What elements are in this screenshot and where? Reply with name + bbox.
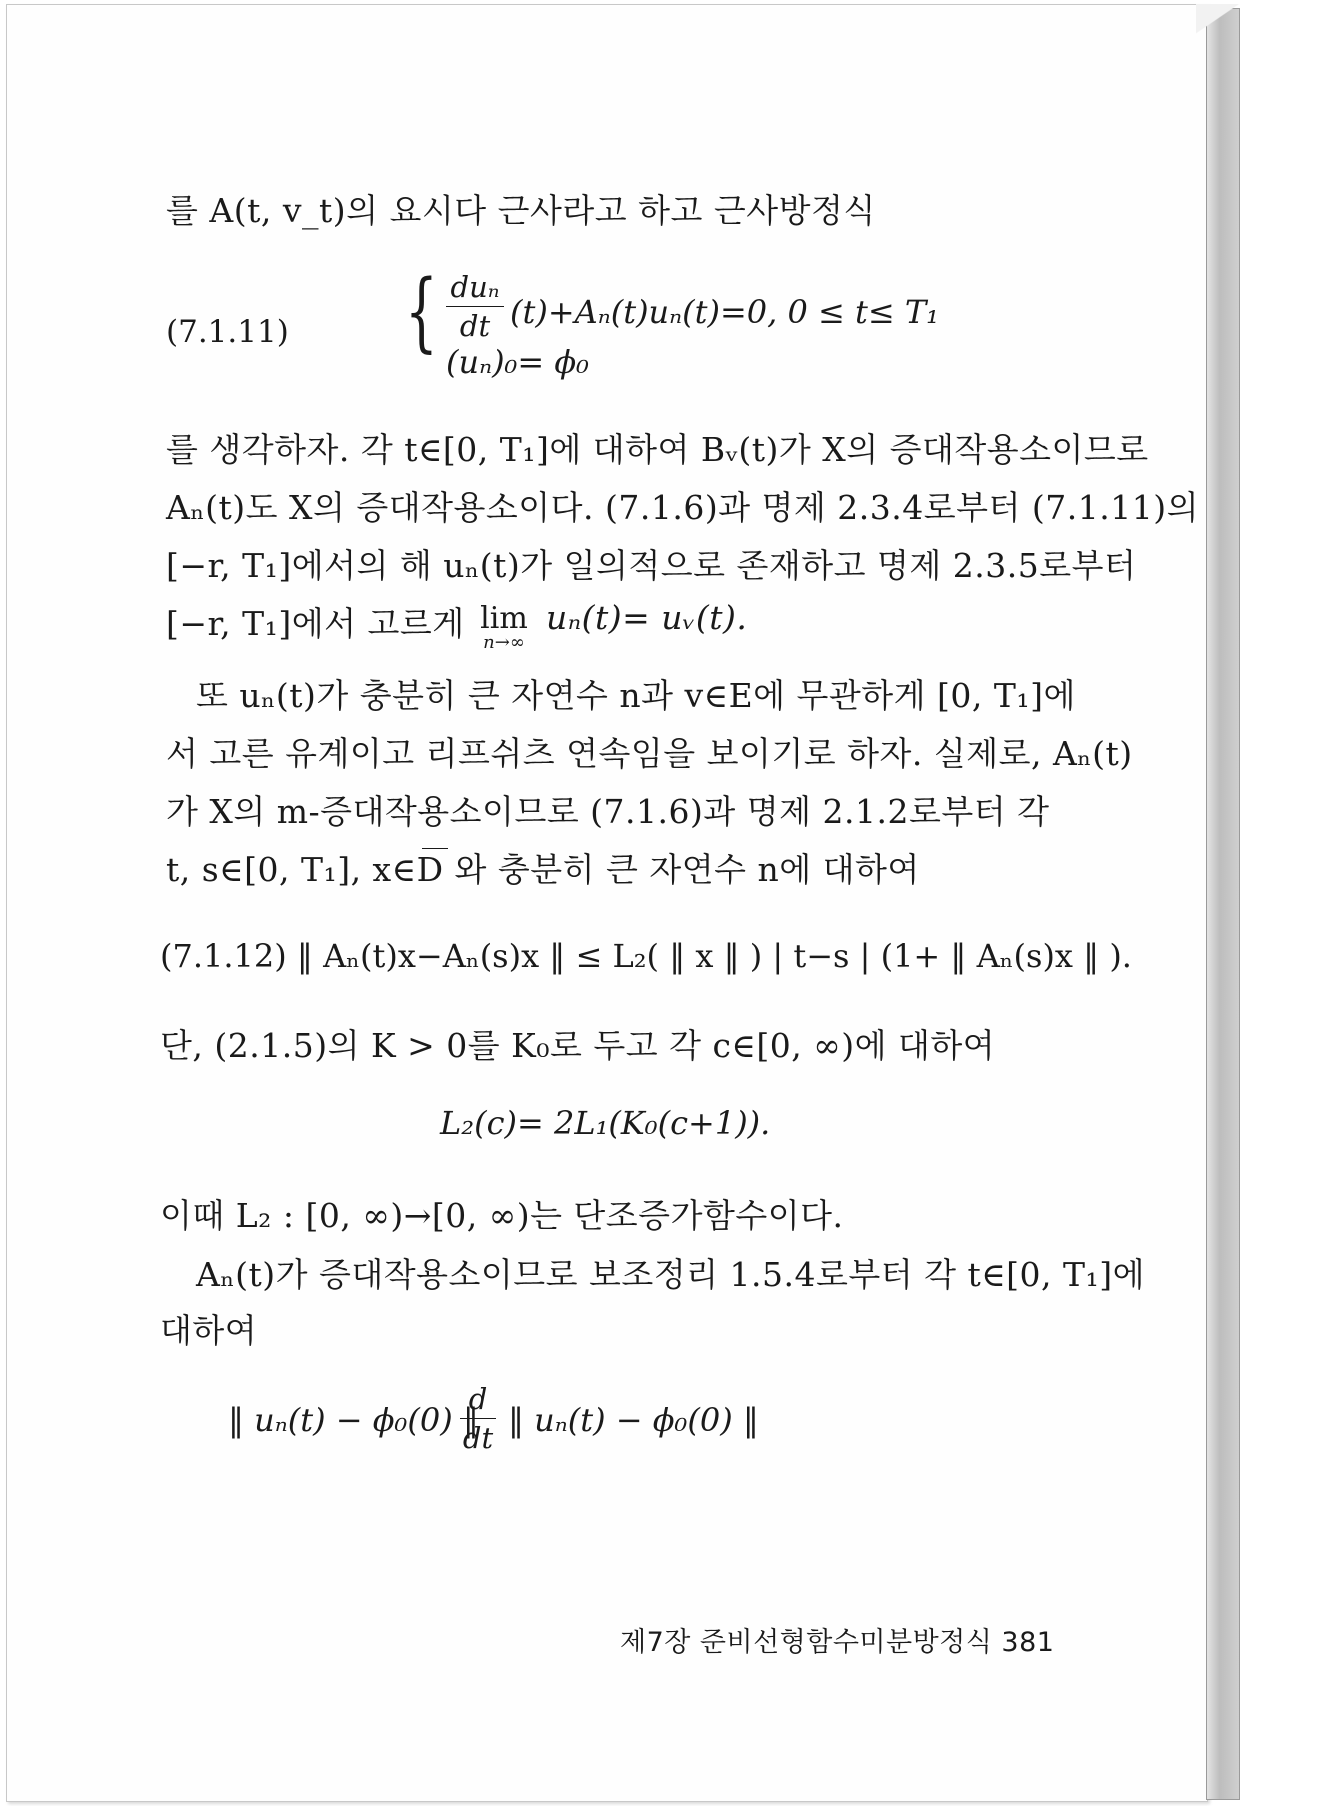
text-line-12: Aₙ(t)가 증대작용소이므로 보조정리 1.5.4로부터 각 t∈[0, T₁]에 <box>196 1255 1145 1294</box>
fraction-denominator: dt <box>462 1421 494 1455</box>
text-line-5: [−r, T₁]에서 고르게 <box>166 604 465 643</box>
text-line-2: 를 생각하자. 각 t∈[0, T₁]에 대하여 Bᵥ(t)가 X의 증대작용소이므로 <box>166 430 1149 469</box>
fraction-numerator: duₙ <box>450 270 500 304</box>
text-line-8: 가 X의 m-증대작용소이므로 (7.1.6)과 명제 2.1.2로부터 각 <box>166 792 1050 831</box>
equation-fraction-dun-dt <box>446 270 504 343</box>
fraction-denominator: dt <box>459 309 491 343</box>
page-corner-fold <box>1196 4 1240 34</box>
text-line-4: [−r, T₁]에서의 해 uₙ(t)가 일의적으로 존재하고 명제 2.3.5로부터 <box>166 546 1137 585</box>
limit-label: lim <box>480 601 528 636</box>
text-line-13: 대하여 <box>160 1311 258 1350</box>
text-line-11: 이때 L₂ : [0, ∞)→[0, ∞)는 단조증가함수이다. <box>160 1196 844 1235</box>
text-line-9: t, s∈[0, T₁], x∈D 와 충분히 큰 자연수 n에 대하여 <box>166 850 920 889</box>
text-line-7: 서 고른 유계이고 리프쉬츠 연속임을 보이기로 하자. 실제로, Aₙ(t) <box>166 734 1133 773</box>
limit-operator <box>472 601 536 653</box>
equation-final-left: ‖ uₙ(t) − ϕ₀(0) ‖ <box>228 1401 479 1439</box>
equation-7-1-12: (7.1.12) ‖ Aₙ(t)x−Aₙ(s)x ‖ ≤ L₂( ‖ x ‖ ) | t−s | (1+ ‖ Aₙ(s)x ‖ ). <box>160 937 1132 975</box>
fraction-numerator: d <box>468 1382 488 1416</box>
page-footer: 제7장 준비선형함수미분방정식 381 <box>620 1627 1055 1658</box>
equation-number-7-1-11: (7.1.11) <box>166 314 289 350</box>
closure-overline <box>422 848 448 849</box>
text-line-3: Aₙ(t)도 X의 증대작용소이다. (7.1.6)과 명제 2.3.4로부터 (7.1.11)의 <box>166 488 1199 527</box>
equation-row-1: (t)+Aₙ(t)uₙ(t)=0, 0 ≤ t≤ T₁ <box>510 293 939 331</box>
page-stack-edge <box>1206 8 1240 1800</box>
text-line-5-expression: uₙ(t)= uᵥ(t). <box>546 598 748 637</box>
equation-final-right: ‖ uₙ(t) − ϕ₀(0) ‖ <box>508 1401 759 1439</box>
equation-row-2: (uₙ)₀= ϕ₀ <box>446 343 589 381</box>
equation-brace: { <box>405 262 438 362</box>
equation-L2-definition: L₂(c)= 2L₁(K₀(c+1)). <box>440 1104 771 1142</box>
book-page <box>6 4 1208 1802</box>
text-line-6: 또 uₙ(t)가 충분히 큰 자연수 n과 v∈E에 무관하게 [0, T₁]에 <box>196 676 1076 715</box>
equation-fraction-d-dt <box>460 1382 496 1455</box>
text-line-10: 단, (2.1.5)의 K > 0를 K₀로 두고 각 c∈[0, ∞)에 대하여 <box>160 1026 996 1065</box>
limit-subscript: n→∞ <box>483 632 525 653</box>
text-line-1: 를 A(t, v_t)의 요시다 근사라고 하고 근사방정식 <box>166 191 876 230</box>
